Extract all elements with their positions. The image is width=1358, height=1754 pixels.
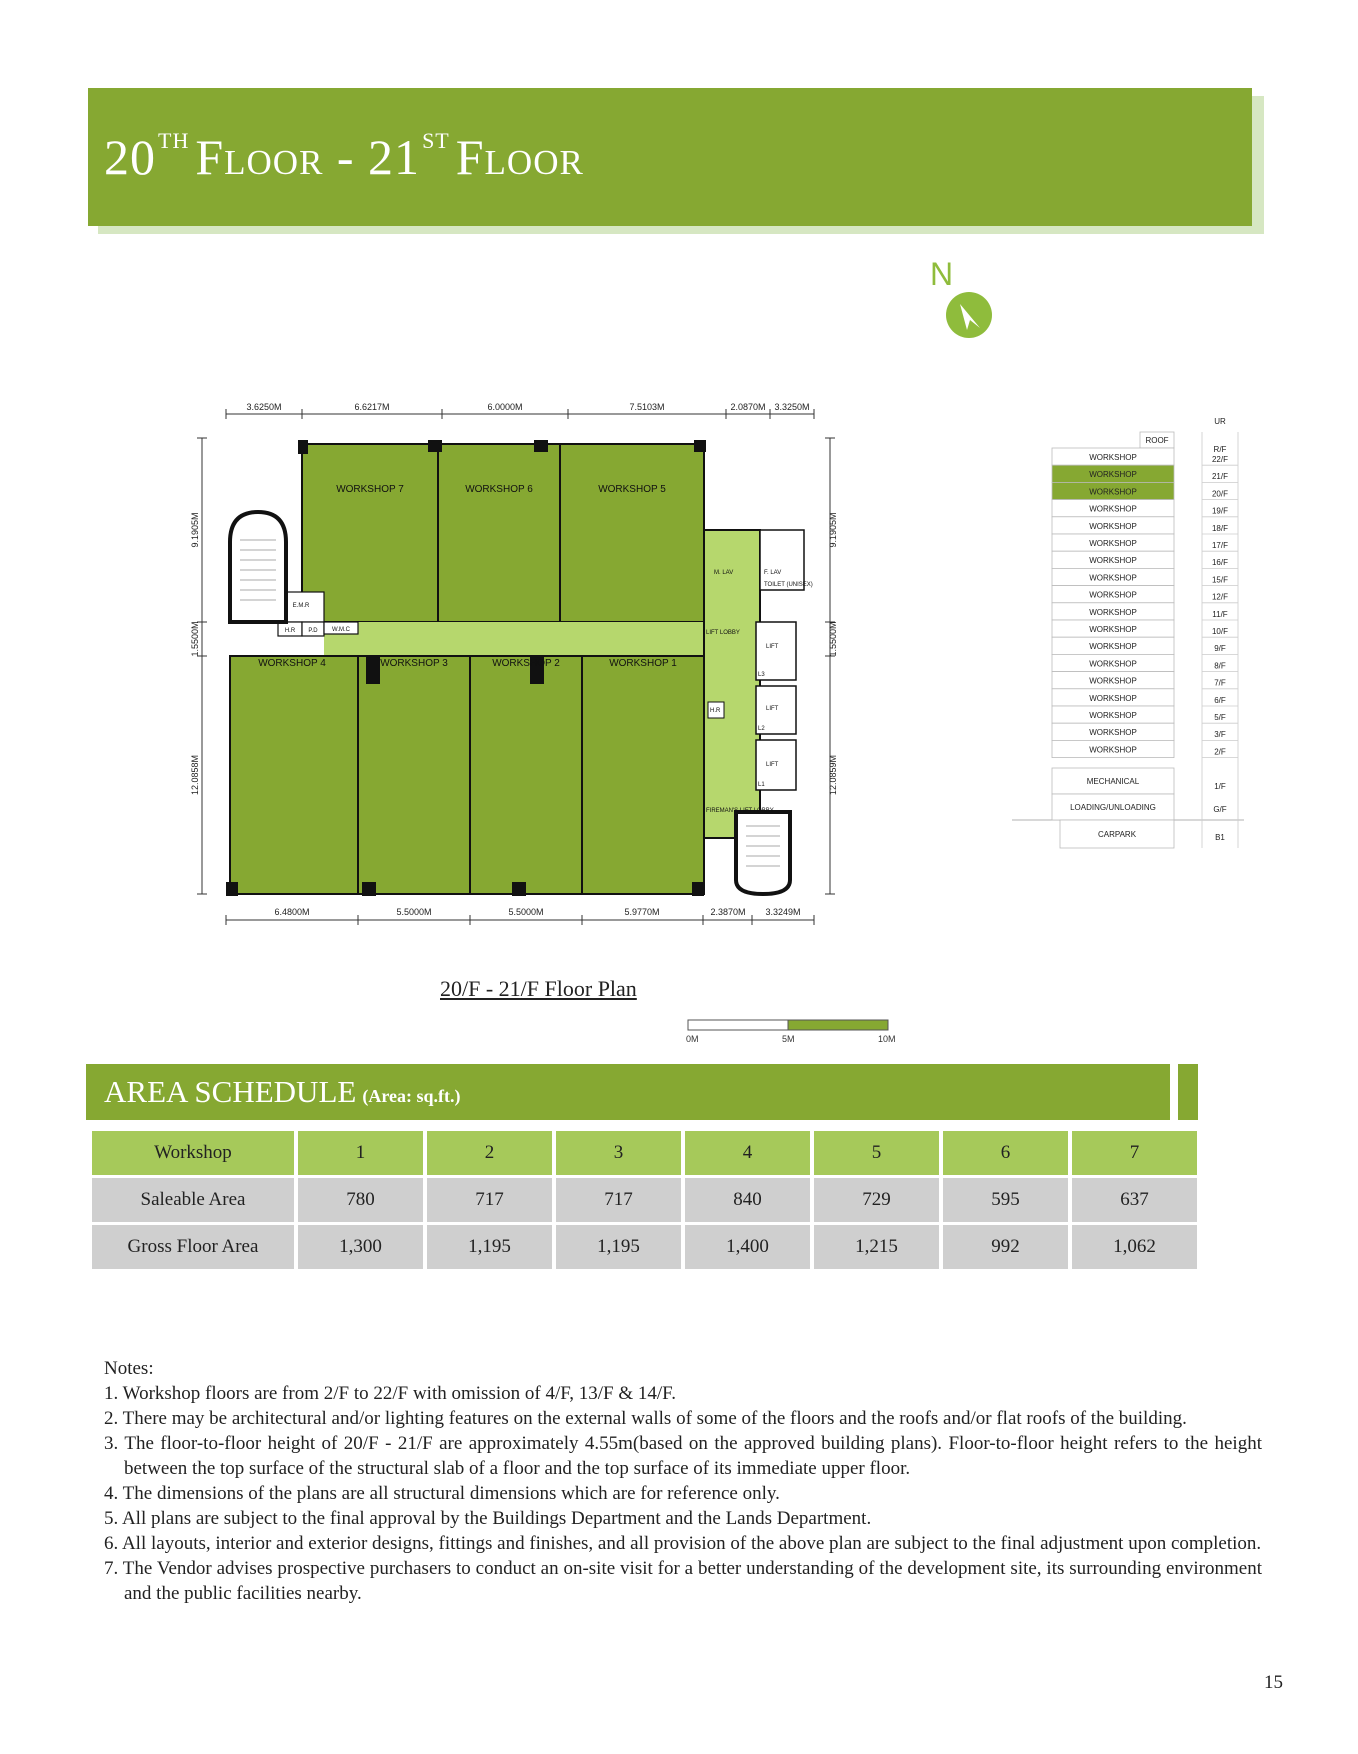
- table-cell: 840: [685, 1178, 810, 1222]
- top-dim-3: 6.0000M: [487, 402, 523, 412]
- title-floor-20: 20: [104, 129, 156, 185]
- top-dim-4: 7.5103M: [629, 402, 665, 412]
- table-cell: 1,400: [685, 1225, 810, 1269]
- mlav-label: M. LAV: [714, 570, 734, 576]
- header-cell: 4: [685, 1131, 810, 1175]
- workshop-5-label: WORKSHOP 5: [598, 484, 666, 495]
- left-dim-1: 9.1905M: [190, 512, 200, 548]
- top-dim-2: 6.6217M: [354, 402, 390, 412]
- stack-mechanical: MECHANICAL: [1086, 777, 1140, 786]
- header-cell: 3: [556, 1131, 681, 1175]
- title-sup-st: ST: [422, 128, 450, 153]
- header-cell: 1: [298, 1131, 423, 1175]
- stack-row-label: WORKSHOP: [1089, 676, 1137, 686]
- note-item: 1. Workshop floors are from 2/F to 22/F with omission of 4/F, 13/F & 14/F.: [104, 1383, 676, 1404]
- stack-floor-label: 15/F: [1211, 575, 1229, 585]
- corridor: [324, 622, 724, 656]
- lift-id-2: L2: [758, 726, 765, 732]
- stack-floor-label: 16/F: [1211, 558, 1229, 568]
- table-cell: 1,195: [556, 1225, 681, 1269]
- wmc-label: W.M.C: [332, 627, 350, 633]
- stack-floor-label: 9/F: [1214, 644, 1226, 654]
- note-item: 4. The dimensions of the plans are all structural dimensions which are for reference only.: [104, 1483, 780, 1504]
- lift-id-3: L3: [758, 672, 765, 678]
- workshop-3-room: [358, 656, 470, 894]
- emr-label: E.M.R: [292, 603, 310, 609]
- workshop-6-label: WORKSHOP 6: [465, 484, 533, 495]
- north-label: N: [930, 256, 954, 292]
- table-header-row: [92, 1131, 1197, 1175]
- stack-row-label: WORKSHOP: [1089, 659, 1137, 669]
- stack-row-label: WORKSHOP: [1089, 625, 1137, 634]
- stack-row-label: WORKSHOP: [1089, 711, 1137, 720]
- bottom-dim-6: 3.3249M: [765, 907, 801, 917]
- top-dim-1: 3.6250M: [246, 402, 282, 412]
- pd-label: P.D: [308, 628, 318, 634]
- table-cell: 1,062: [1072, 1225, 1197, 1269]
- stack-roof: ROOF: [1145, 436, 1169, 445]
- stack-row-label: WORKSHOP: [1089, 556, 1137, 566]
- table-cell: 1,300: [298, 1225, 423, 1269]
- workshop-2-label: WORKSHOP 2: [492, 658, 560, 669]
- header-cell: 6: [943, 1131, 1068, 1175]
- north-arrow-icon: [946, 292, 992, 338]
- floor-plan: [190, 400, 840, 935]
- stack-floor-label: 5/F: [1214, 713, 1226, 722]
- left-dim-2: 1.5500M: [190, 621, 200, 657]
- stack-floor-label: 12/F: [1211, 592, 1229, 602]
- firemans-lobby-label: FIREMAN'S LIFT LOBBY: [706, 808, 774, 814]
- flav-label: F. LAV: [764, 570, 782, 576]
- bottom-dim-3: 5.5000M: [508, 907, 544, 917]
- left-dim-3: 12.0858M: [190, 754, 200, 796]
- stack-row-label: WORKSHOP: [1089, 642, 1137, 652]
- stack-row-label: WORKSHOP: [1089, 521, 1137, 531]
- scale-label-5: 5M: [782, 1034, 795, 1044]
- core-lift-lobby: [704, 530, 760, 838]
- table-cell: 717: [556, 1178, 681, 1222]
- stack-1f: 1/F: [1214, 782, 1226, 791]
- stack-floor-label: 7/F: [1214, 678, 1226, 688]
- toilet-block: [760, 530, 804, 590]
- workshop-2-room: [470, 656, 582, 894]
- area-schedule-heading: AREA SCHEDULE: [104, 1074, 357, 1109]
- lift-label-3: LIFT: [766, 644, 779, 650]
- stack-floor-label: 21/F: [1211, 472, 1229, 482]
- toilet-label: TOILET (UNISEX): [764, 582, 813, 588]
- area-schedule-table: [88, 1128, 1201, 1272]
- area-schedule-banner-tab: [1178, 1064, 1198, 1120]
- table-cell: Gross Floor Area: [92, 1225, 294, 1269]
- floor-plan-caption: 20/F - 21/F Floor Plan: [440, 976, 637, 1001]
- lift-label-1: LIFT: [766, 762, 779, 768]
- table-row: [92, 1178, 1197, 1222]
- table-cell: 637: [1072, 1178, 1197, 1222]
- stack-row-label: WORKSHOP: [1089, 453, 1137, 462]
- stack-row-label: WORKSHOP: [1089, 504, 1137, 514]
- scale-bar: [686, 1018, 906, 1051]
- floor-plan-drawing: [190, 400, 840, 930]
- bottom-dim-5: 2.3870M: [710, 907, 746, 917]
- stack-gf: G/F: [1213, 805, 1227, 814]
- stack-floor-label: 17/F: [1211, 541, 1229, 550]
- notes-section: [104, 1356, 1262, 1606]
- lift-lobby-label: LIFT LOBBY: [706, 630, 740, 636]
- workshop-5-room: [560, 444, 704, 622]
- table-cell: 992: [943, 1225, 1068, 1269]
- scale-bar-drawing: [686, 1018, 906, 1046]
- stack-loading: LOADING/UNLOADING: [1070, 803, 1156, 812]
- table-cell: 717: [427, 1178, 552, 1222]
- right-dim-3: 12.0859M: [828, 754, 838, 796]
- stack-ur: UR: [1214, 417, 1226, 426]
- east-staircase: [736, 812, 790, 894]
- title-sup-th: TH: [158, 128, 190, 153]
- floor-stack-diagram: [1012, 412, 1244, 857]
- bottom-dim-1: 6.4800M: [274, 907, 310, 917]
- stack-floor-label: 20/F: [1211, 489, 1229, 499]
- stack-rf: R/F: [1213, 445, 1227, 454]
- table-cell: 1,195: [427, 1225, 552, 1269]
- header-cell: 7: [1072, 1131, 1197, 1175]
- area-schedule-title: [104, 1074, 460, 1110]
- table-cell: 595: [943, 1178, 1068, 1222]
- stack-floor-label: 2/F: [1214, 747, 1226, 757]
- stack-b1: B1: [1215, 833, 1225, 842]
- note-item: 7. The Vendor advises prospective purchasers to conduct an on-site visit for a better understanding of the development site, its surrounding environment and the public facilities nearby.: [104, 1558, 1262, 1604]
- stack-floor-label: 3/F: [1214, 730, 1226, 740]
- west-staircase: [230, 512, 286, 622]
- note-item: 6. All layouts, interior and exterior designs, fittings and finishes, and all provision of the above plan are subject to the final adjustment upon completion.: [104, 1533, 1262, 1554]
- scale-label-0: 0M: [686, 1034, 699, 1044]
- title-floor-21: Floor - 21: [195, 129, 421, 185]
- scale-label-10: 10M: [878, 1034, 896, 1044]
- page-title: [104, 128, 584, 186]
- workshop-6-room: [438, 444, 560, 622]
- header-cell: 5: [814, 1131, 939, 1175]
- stack-row-label: WORKSHOP: [1089, 539, 1137, 548]
- stack-floor-label: 18/F: [1211, 523, 1229, 533]
- workshop-1-label: WORKSHOP 1: [609, 658, 677, 669]
- stack-row-label: WORKSHOP: [1089, 590, 1137, 600]
- workshop-7-label: WORKSHOP 7: [336, 484, 404, 495]
- table-cell: 780: [298, 1178, 423, 1222]
- stack-floor-label: 22/F: [1211, 455, 1229, 464]
- compass-icon: [946, 292, 992, 338]
- table-cell: 1,215: [814, 1225, 939, 1269]
- table-cell: 729: [814, 1178, 939, 1222]
- table-cell: Saleable Area: [92, 1178, 294, 1222]
- title-floor-word: Floor: [455, 129, 584, 185]
- stack-floor-label: 10/F: [1211, 627, 1229, 636]
- stack-carpark: CARPARK: [1097, 830, 1137, 839]
- stack-row-label: WORKSHOP: [1089, 487, 1137, 497]
- bottom-dim-2: 5.5000M: [396, 907, 432, 917]
- workshop-4-room: [230, 656, 358, 894]
- stack-floor-label: 19/F: [1211, 506, 1229, 516]
- note-item: 5. All plans are subject to the final approval by the Buildings Department and the Lands Department.: [104, 1508, 872, 1529]
- stack-row-label: WORKSHOP: [1089, 728, 1137, 738]
- lift-id-1: L1: [758, 782, 765, 788]
- stack-floor-label: 8/F: [1214, 661, 1226, 671]
- stack-row-label: WORKSHOP: [1089, 470, 1137, 480]
- table-row: [92, 1225, 1197, 1269]
- stack-row-label: WORKSHOP: [1089, 607, 1137, 617]
- stack-row-label: WORKSHOP: [1089, 693, 1137, 703]
- hr-label-2: H.R: [710, 708, 721, 714]
- right-dim-1: 9.1905M: [828, 512, 838, 548]
- top-dim-6: 3.3250M: [774, 402, 810, 412]
- hr-label-1: H.R: [284, 628, 296, 634]
- note-item: 2. There may be architectural and/or lighting features on the external walls of some of the floors and the roofs and/or flat roofs of the building.: [104, 1408, 1187, 1429]
- workshop-3-label: WORKSHOP 3: [380, 658, 448, 669]
- top-dim-5: 2.0870M: [730, 402, 766, 412]
- bottom-dim-4: 5.9770M: [624, 907, 660, 917]
- header-cell: 2: [427, 1131, 552, 1175]
- stack-row-label: WORKSHOP: [1089, 745, 1137, 755]
- area-schedule-unit: (Area: sq.ft.): [362, 1086, 461, 1106]
- floor-stack-drawing: [1012, 412, 1244, 852]
- right-dim-2: 1.5500M: [828, 621, 838, 657]
- workshop-4-label: WORKSHOP 4: [258, 658, 326, 669]
- workshop-1-room: [582, 656, 704, 894]
- notes-heading: Notes:: [104, 1358, 154, 1379]
- page-number: 15: [1264, 1672, 1283, 1693]
- lift-label-2: LIFT: [766, 706, 779, 712]
- stack-floor-label: 11/F: [1212, 609, 1228, 619]
- note-item: 3. The floor-to-floor height of 20/F - 21/F are approximately 4.55m(based on the approved building plans). Floor-to-floor height refers to the height between the top surface of the structural slab of a floor and the top surface of its immediate upper floor.: [104, 1433, 1262, 1479]
- stack-floor-label: 6/F: [1214, 695, 1226, 705]
- stack-row-label: WORKSHOP: [1089, 573, 1137, 583]
- header-cell: Workshop: [92, 1131, 294, 1175]
